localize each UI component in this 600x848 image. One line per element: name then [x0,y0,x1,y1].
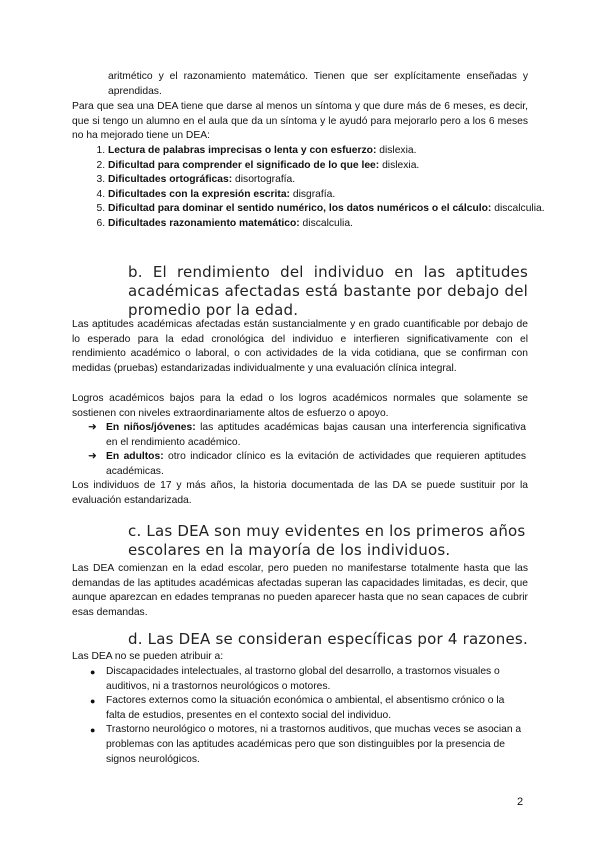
bullet-icon: ● [90,696,96,707]
difficulties-list [82,144,556,232]
difficulty-item: 1. Lectura de palabras imprecisas o lenta y con esfuerzo: dislexia. [108,144,556,159]
section-b-paragraph-2: Logros académicos bajos para la edad o los logros académicos normales que solamente se sostienen con niveles extraordinariamente altos de esfuerzo o apoyo. [72,393,528,419]
section-b-paragraph-1: Las aptitudes académicas afectadas están sustancialmente y en grado cuantificable por debajo de lo esperado para la edad cronológica del individuo e interfieren significativamente con el rendimiento académico o laboral, o con actividades de la vida cotidiana, que se confirman con medidas (pruebas) estandarizadas individualmente y una evaluación clínica integral. [72,319,528,374]
arrow-icon: ➜ [88,422,97,433]
section-b-points [88,421,526,479]
section-d-intro: Las DEA no se pueden atribuir a: [72,651,224,662]
list-item: ➜ En niños/jóvenes: las aptitudes académicas bajas causan una interferencia significativa en el rendimiento académico. [88,422,526,448]
difficulty-item: 4. Dificultades con la expresión escrita: disgrafía. [108,188,556,203]
section-c-paragraph: Las DEA comienzan en la edad escolar, pero pueden no manifestarse totalmente hasta que las demandas de las aptitudes académicas afectadas superan las capacidades limitadas, es decir, que aunque aparezcan en edades tempranas no pueden aparecer hasta que no sean capaces de cubrir esas demandas. [72,563,528,618]
bullet-icon: ● [90,667,96,677]
difficulty-item: 3. Dificultades ortográficas: disortografía. [108,173,556,188]
intro-continuation: aritmético y el razonamiento matemático. Tienen que ser explícitamente enseñadas y aprendidas. [108,71,528,97]
difficulty-item: 6. Dificultades razonamiento matemático: discalculia. [108,217,556,232]
section-d-items [88,665,526,767]
page-number: 2 [517,796,524,808]
section-b-heading: b. El rendimiento del individuo en las aptitudes académicas afectadas está bastante por debajo del promedio por la edad. [128,263,528,319]
list-item: ● Discapacidades intelectuales, al trastorno global del desarrollo, a trastornos visuales o auditivos, ni a trastornos neurológicos o motores. [90,666,500,692]
list-item: ➜ En adultos: otro indicador clínico es la evitación de actividades que requieren aptitudes académicas. [88,451,526,477]
list-item: ● Factores externos como la situación económica o ambiental, el absentismo crónico o la falta de estudios, presentes en el contexto social del individuo. [90,695,505,721]
bullet-icon: ● [90,725,96,736]
intro-paragraph: Para que sea una DEA tiene que darse al menos un síntoma y que dure más de 6 meses, es decir, que si tengo un alumno en el aula que da un síntoma y le ayudó para mejorarlo pero a los 6 meses no ha mejorado tiene un DEA: [72,101,528,142]
arrow-icon: ➜ [88,451,97,463]
section-c-heading: c. Las DEA son muy evidentes en los primeros años escolares en la mayoría de los individuos. [128,522,526,559]
section-b-paragraph-3: Los individuos de 17 y más años, la historia documentada de las DA se puede sustituir por la evaluación estandarizada. [72,480,528,506]
difficulty-item: 5. Dificultad para dominar el sentido numérico, los datos numéricos o el cálculo: discalculia. [108,202,556,217]
section-d-heading: d. Las DEA se consideran específicas por 4 razones. [128,630,528,648]
difficulty-item: 2. Dificultad para comprender el significado de lo que lee: dislexia. [108,159,556,174]
list-item: ● Trastorno neurológico o motores, ni a trastornos auditivos, que muchas veces se asocian a problemas con las aptitudes académicas pero que son distinguibles por la presencia de signos neurológicos. [90,724,522,765]
